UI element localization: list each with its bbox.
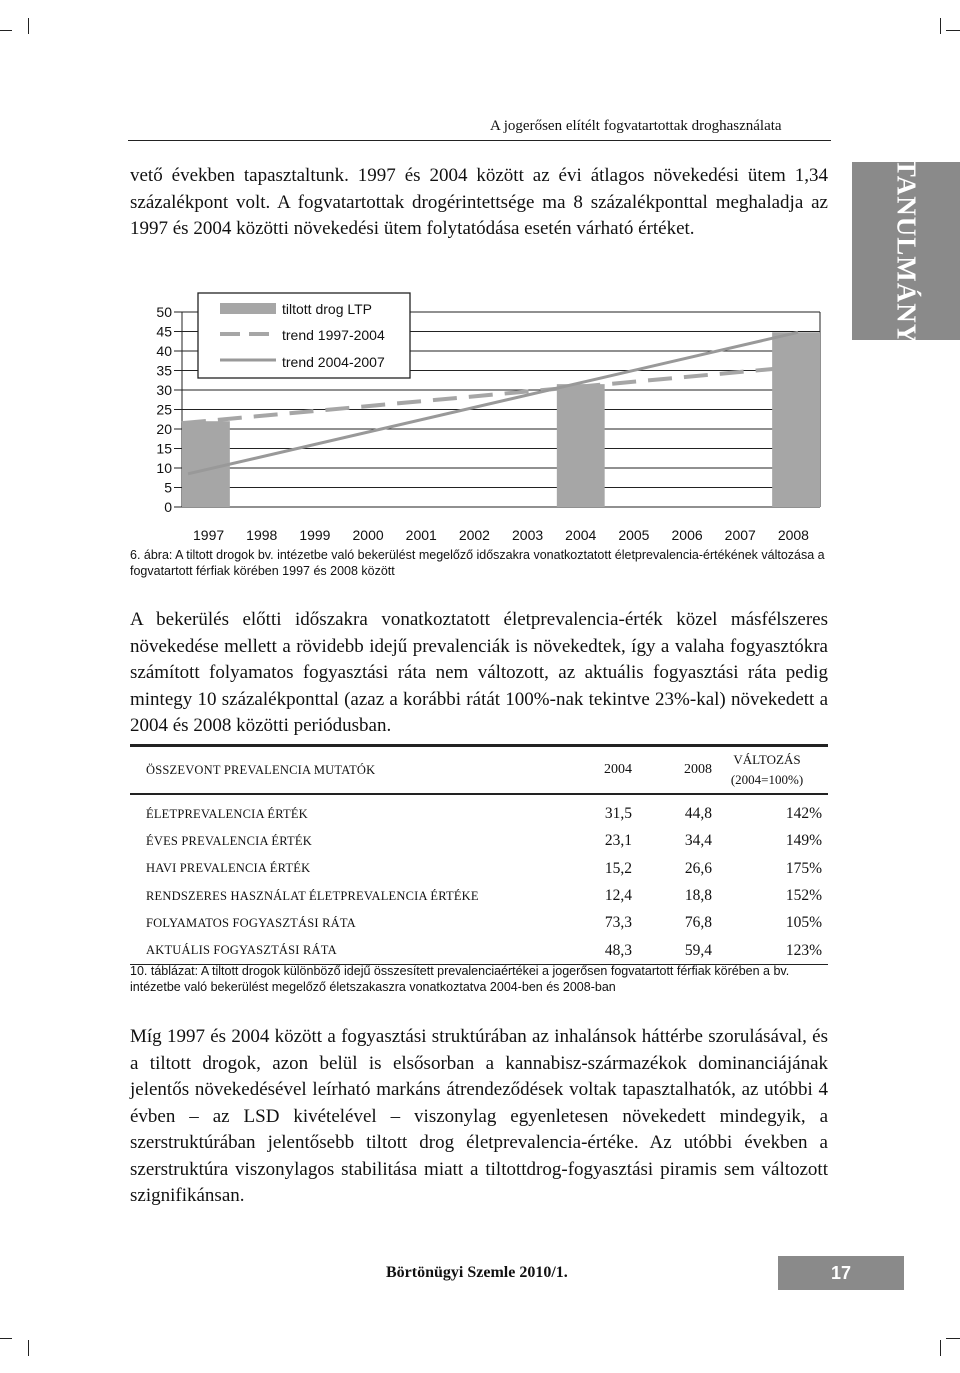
table-row (130, 910, 828, 937)
table-caption: 10. táblázat: A tiltott drogok különböző idejű összesített prevalenciaértékei a jogerősen fogvatartott férfiak körében a bv. intézetbe való bekerülést megelőző életszakaszra vonatkoztatva 2004-ben és 2008-ban (130, 964, 790, 994)
bar (772, 332, 820, 507)
table-row-label: AKTUÁLIS FOGYASZTÁSI RÁTA (146, 943, 337, 958)
figure-caption: 6. ábra: A tiltott drogok bv. intézetbe való bekerülést megelőző időszakra vonatkoztatott életprevalencia-értékének változása a fogvatartott férfiak körében 1997 és 2008 között (130, 548, 825, 578)
table-row-change: 152% (785, 887, 822, 905)
y-tick-label: 0 (164, 499, 172, 515)
body-paragraph: Míg 1997 és 2004 között a fogyasztási struktúrában az inhalánsok háttérbe szorulásával, és a tiltott drogok, azon belül is elsősorban a kannabisz-származékok dominanciájának jelentős növekedésével leírható markáns átrendeződések voltak tapasztalhatók, az utóbbi 4 évben – az LSD kivételével – viszonylag egyenletesen növekedett mindegyik, a szerstruktúrában jelentősebb tiltott drog életprevalencia-értéke. Az utóbbi években a szerstruktúra viszonylagos stabilitása miatt a tiltottdrog-fogyasztási piramis sem változott szignifikánsan. (130, 1026, 828, 1206)
bar (182, 421, 230, 507)
table-row-2004: 73,3 (604, 914, 632, 932)
y-tick-label: 40 (156, 343, 172, 359)
table-row-2004: 12,4 (604, 887, 632, 905)
table-row-2004: 15,2 (604, 859, 632, 877)
y-tick-label: 50 (156, 304, 172, 320)
y-tick-label: 15 (156, 440, 172, 457)
x-tick-label: 1998 (246, 527, 278, 543)
x-tick-label: 2003 (512, 527, 544, 543)
table-header-indicator: ÖSSZEVONT PREVALENCIA MUTATÓK (146, 762, 376, 777)
crop-mark (940, 18, 941, 34)
legend-label: tiltott drog LTP (282, 301, 373, 317)
table-row-2008: 59,4 (684, 941, 712, 959)
x-tick-label: 2002 (458, 527, 490, 543)
table-row-2004: 31,5 (604, 805, 632, 823)
y-tick-label: 35 (156, 362, 172, 379)
x-tick-label: 2007 (724, 527, 756, 543)
table-row-change: 142% (785, 805, 822, 823)
table-header-change (712, 750, 828, 790)
table-row-change: 105% (785, 914, 822, 932)
table-row-label: FOLYAMATOS FOGYASZTÁSI RÁTA (146, 915, 356, 930)
legend-label: trend 2004-2007 (282, 354, 385, 370)
table-row-2008: 26,6 (684, 859, 712, 877)
x-tick-label: 2004 (565, 527, 597, 543)
x-tick-label: 2000 (352, 527, 384, 543)
table-body (130, 795, 828, 965)
table-header-2008: 2008 (684, 762, 712, 777)
crop-mark (0, 30, 12, 31)
y-tick-label: 20 (156, 421, 172, 437)
table-header-2004: 2004 (604, 762, 632, 777)
table-row-2008: 44,8 (684, 805, 712, 823)
crop-mark (28, 18, 29, 34)
table-row-label: HAVI PREVALENCIA ÉRTÉK (146, 861, 311, 876)
section-tab (852, 158, 960, 344)
table-row (130, 855, 828, 882)
journal-title: Börtönügyi Szemle 2010/1. (386, 1264, 568, 1281)
prevalence-chart (130, 292, 830, 544)
body-paragraph: A bekerülés előtti időszakra vonatkoztatott életprevalencia-érték közel másfélszeres növekedése mellett a rövidebb idejű prevalenciák is növekedtek, így a valaha fogyasztókra számított folyamatos fogyasztási ráta nem változott, az aktuális fogyasztási ráta pedig mintegy 10 százalékponttal (azaz a korábbi rátát 100%-nak tekintve 23%-kal) növekedett a 2004 és 2008 közötti periódusban. (130, 609, 828, 736)
body-paragraph: vető években tapasztaltunk. 1997 és 2004 között az évi átlagos növekedési ütem 1,34 százalékpont volt. A fogvatartottak drogérintettsége ma 8 százalékponttal meghaladja az 1997 és 2004 közötti növekedési ütem folytatódása esetén várható értéket. (130, 165, 828, 239)
crop-mark (28, 1340, 29, 1356)
x-tick-label: 1999 (299, 527, 331, 543)
table-header-row (130, 747, 828, 793)
table-row-2004: 23,1 (604, 832, 632, 850)
crop-mark (940, 1340, 941, 1356)
x-tick-label: 2006 (671, 527, 703, 543)
table-header-change-label: VÁLTOZÁS (733, 752, 801, 767)
table-row-2008: 34,4 (684, 832, 712, 850)
legend-swatch-bar (220, 303, 276, 314)
table-row-2008: 76,8 (684, 914, 712, 932)
table-row-2008: 18,8 (684, 887, 712, 905)
table-row (130, 828, 828, 855)
prevalence-table (130, 744, 828, 965)
crop-mark (0, 1338, 12, 1339)
running-header: A jogerősen elítélt fogvatartottak droghasználata (490, 118, 782, 134)
table-row-label: ÉLETPREVALENCIA ÉRTÉK (146, 806, 308, 821)
section-tab-label: TANULMÁNY (891, 158, 922, 344)
table-row-change: 123% (785, 941, 822, 959)
table-row-label: RENDSZERES HASZNÁLAT ÉLETPREVALENCIA ÉRTÉKE (146, 888, 479, 903)
table-row-change: 149% (785, 832, 822, 850)
y-tick-label: 10 (156, 460, 172, 476)
table-row-change: 175% (785, 859, 822, 877)
table-header-change-base: (2004=100%) (730, 772, 804, 787)
bar (557, 384, 605, 507)
table-row (130, 801, 828, 828)
page-number: 17 (778, 1256, 904, 1290)
legend-label: trend 1997-2004 (282, 327, 385, 343)
header-rule (128, 140, 831, 141)
crop-mark (946, 1338, 960, 1339)
table-row (130, 882, 828, 909)
y-tick-label: 5 (164, 479, 172, 496)
x-tick-label: 2005 (618, 527, 650, 543)
y-tick-label: 25 (156, 401, 172, 418)
x-tick-label: 2001 (405, 527, 437, 543)
x-tick-label: 2008 (777, 527, 809, 543)
y-tick-label: 30 (156, 382, 172, 398)
table-row-label: ÉVES PREVALENCIA ÉRTÉK (146, 833, 312, 848)
table-row (130, 937, 828, 964)
y-tick-label: 45 (156, 323, 172, 340)
table-row-2004: 48,3 (604, 941, 632, 959)
x-tick-label: 1997 (193, 527, 225, 543)
crop-mark (946, 30, 960, 31)
